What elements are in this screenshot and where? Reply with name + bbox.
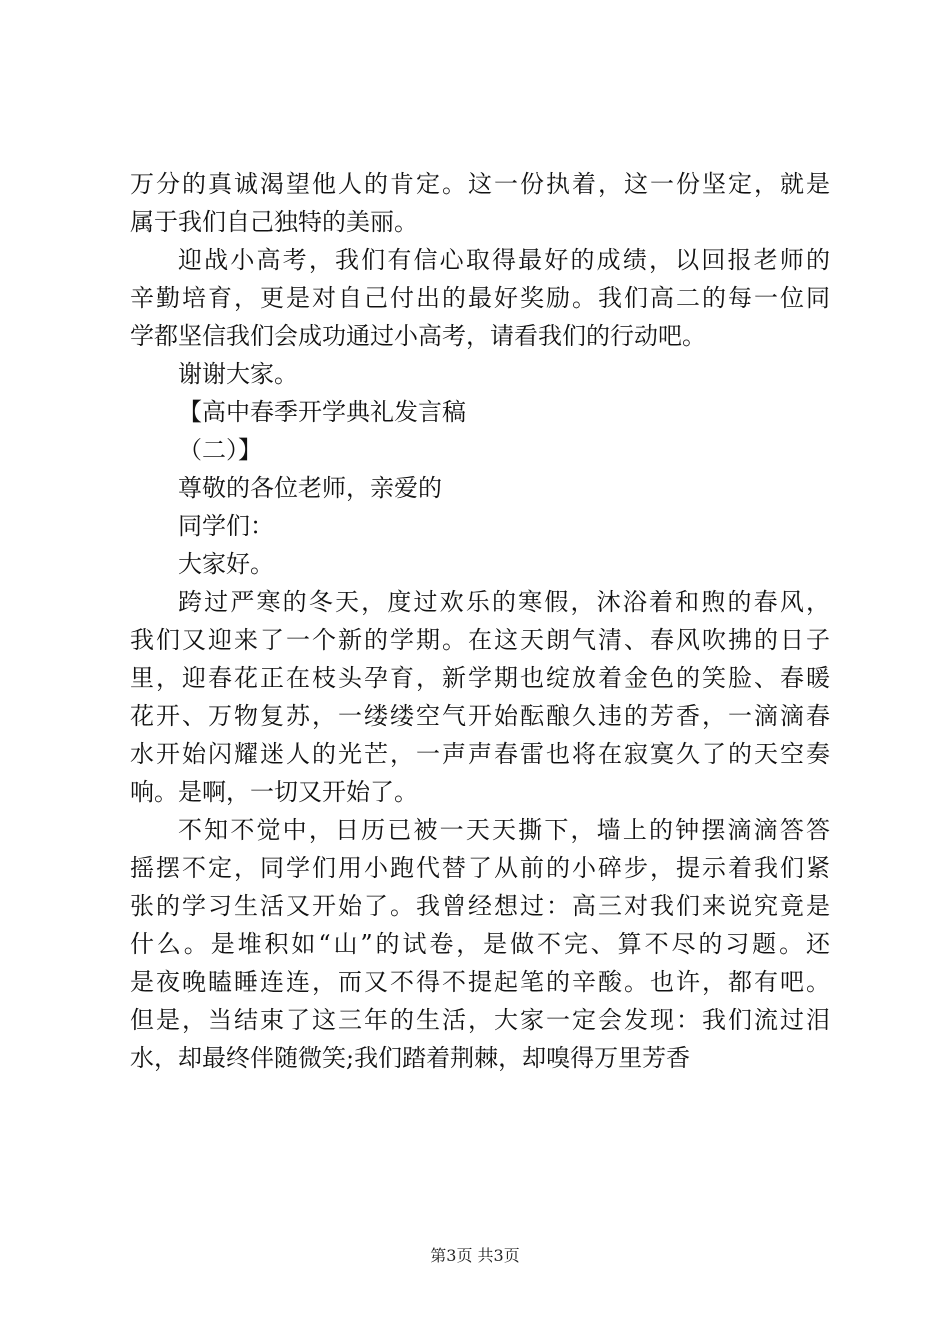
text-line: 是夜晚瞌睡连连，而又不得不提起笔的辛酸。也许，都有吧。 (130, 968, 830, 996)
document-body (130, 165, 830, 1077)
text-line: 花开、万物复苏，一缕缕空气开始酝酿久违的芳香，一滴滴春 (130, 702, 830, 730)
salutation: 同学们： (178, 512, 274, 540)
text-line: 水，却最终伴随微笑;我们踏着荆棘，却嗅得万里芳香 (130, 1044, 691, 1072)
text-line: 万分的真诚渴望他人的肯定。这一份执着，这一份坚定，就是 (130, 170, 830, 198)
text-line: 不知不觉中，日历已被一天天撕下，墙上的钟摆滴滴答答 (178, 816, 830, 844)
text-line: 什么。是堆积如“山”的试卷，是做不完、算不尽的习题。还 (130, 930, 830, 958)
text-line: 跨过严寒的冬天，度过欢乐的寒假，沐浴着和煦的春风， (178, 588, 830, 616)
text-line: 迎战小高考，我们有信心取得最好的成绩，以回报老师的 (178, 246, 830, 274)
text-line: 响。是啊，一切又开始了。 (130, 778, 418, 806)
text-line: 学都坚信我们会成功通过小高考，请看我们的行动吧。 (130, 322, 706, 350)
salutation: 尊敬的各位老师，亲爱的 (178, 474, 442, 502)
text-line: 我们又迎来了一个新的学期。在这天朗气清、春风吹拂的日子 (130, 626, 830, 654)
text-line: 辛勤培育，更是对自己付出的最好奖励。我们高二的每一位同 (130, 284, 830, 312)
section-heading-suffix: （二）】 (178, 436, 262, 464)
page-number-footer: 第3页 共3页 (430, 1246, 520, 1265)
text-line: 摇摆不定，同学们用小跑代替了从前的小碎步，提示着我们紧 (130, 854, 830, 882)
greeting: 大家好。 (178, 550, 274, 578)
section-heading: 【高中春季开学典礼发言稿 (178, 398, 466, 426)
text-line: 里，迎春花正在枝头孕育，新学期也绽放着金色的笑脸、春暖 (130, 664, 830, 692)
text-line: 属于我们自己独特的美丽。 (130, 208, 418, 236)
text-line: 但是，当结束了这三年的生活，大家一定会发现：我们流过泪 (130, 1006, 830, 1034)
text-line: 水开始闪耀迷人的光芒，一声声春雷也将在寂寞久了的天空奏 (130, 740, 830, 768)
text-line: 张的学习生活又开始了。我曾经想过：高三对我们来说究竟是 (130, 892, 830, 920)
text-line: 谢谢大家。 (178, 360, 298, 388)
